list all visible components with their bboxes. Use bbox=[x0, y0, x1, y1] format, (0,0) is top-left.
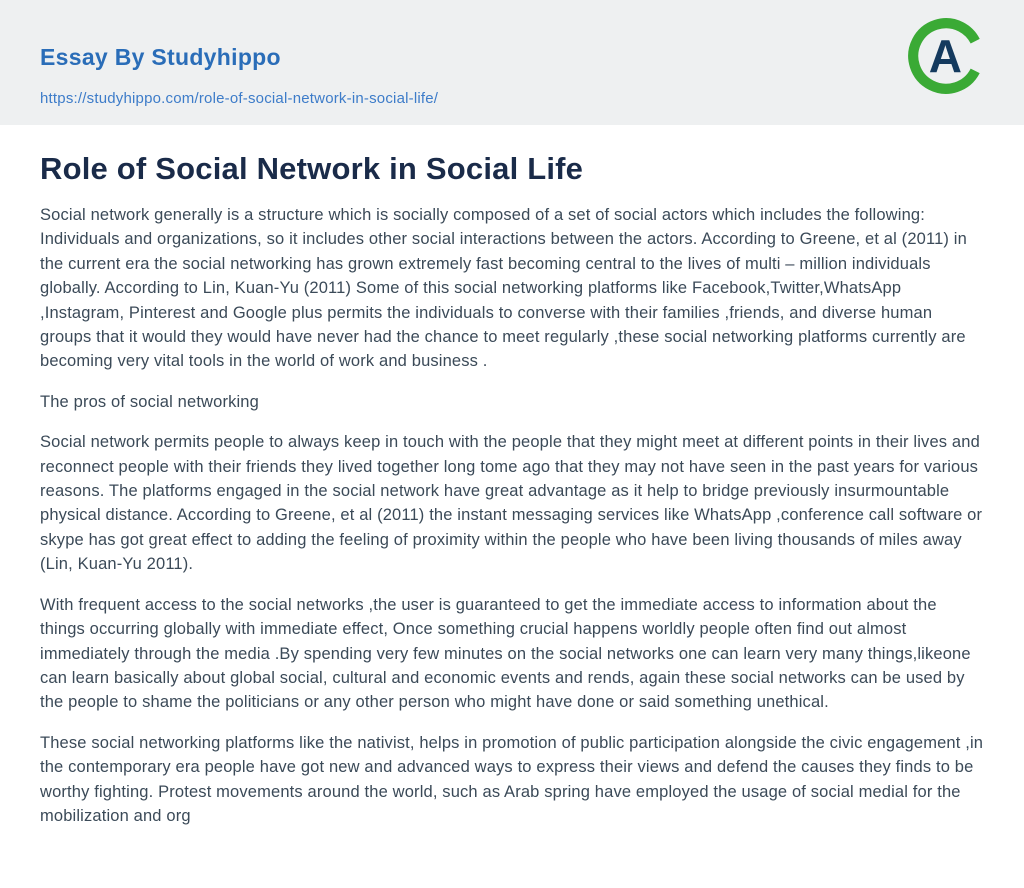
source-url-link[interactable]: https://studyhippo.com/role-of-social-network-in-social-life/ bbox=[40, 90, 439, 107]
essay-paragraph: These social networking platforms like the nativist, helps in promotion of public participation alongside the civic engagement ,in the contemporary era people have got new and advanced ways to express their views and defend the causes they finds to be worthy fighting. Protest movements around the world, such as Arab spring have employed the usage of social medial for the mobilization and org bbox=[40, 733, 984, 825]
essay-paragraph-subheading: The pros of social networking bbox=[40, 392, 259, 411]
logo-letter: A bbox=[928, 30, 962, 82]
site-title: Essay By Studyhippo bbox=[40, 44, 281, 70]
essay-content bbox=[0, 125, 1024, 828]
essay-title: Role of Social Network in Social Life bbox=[40, 151, 584, 186]
page-header bbox=[0, 0, 1024, 125]
studyhippo-logo bbox=[907, 17, 985, 95]
essay-paragraph: With frequent access to the social networks ,the user is guaranteed to get the immediate access to information about the things occurring globally with immediate effect, Once something crucial happens worldly people often find out almost immediately through the media .By spending very few minutes on the social networks one can learn very many things,likeone can learn basically about global social, cultural and economic events and rends, again these social networks can be used by the people to shame the politicians or any other person who might have done or said something unethical. bbox=[40, 595, 971, 712]
essay-paragraph: Social network permits people to always keep in touch with the people that they might meet at different points in their lives and reconnect people with their friends they lived together long tome ago that they may not have seen in the past years for various reasons. The platforms engaged in the social network have great advantage as it help to bridge previously insurmountable physical distance. According to Greene, et al (2011) the instant messaging services like WhatsApp ,conference call software or skype has got great effect to adding the feeling of proximity within the people who have been living thousands of miles away (Lin, Kuan-Yu 2011). bbox=[40, 433, 983, 574]
essay-paragraph: Social network generally is a structure which is socially composed of a set of social actors which includes the following: Individuals and organizations, so it includes other social interactions between the actors. According to Greene, et al (2011) in the current era the social networking has grown extremely fast becoming central to the lives of multi – million individuals globally. According to Lin, Kuan-Yu (2011) Some of this social networking platforms like Facebook,Twitter,WhatsApp ,Instagram, Pinterest and Google plus permits the individuals to converse with their families ,friends, and diverse human groups that it would they would have never had the chance to meet regularly ,these social networking platforms currently are becoming very vital tools in the world of work and business . bbox=[40, 206, 967, 371]
